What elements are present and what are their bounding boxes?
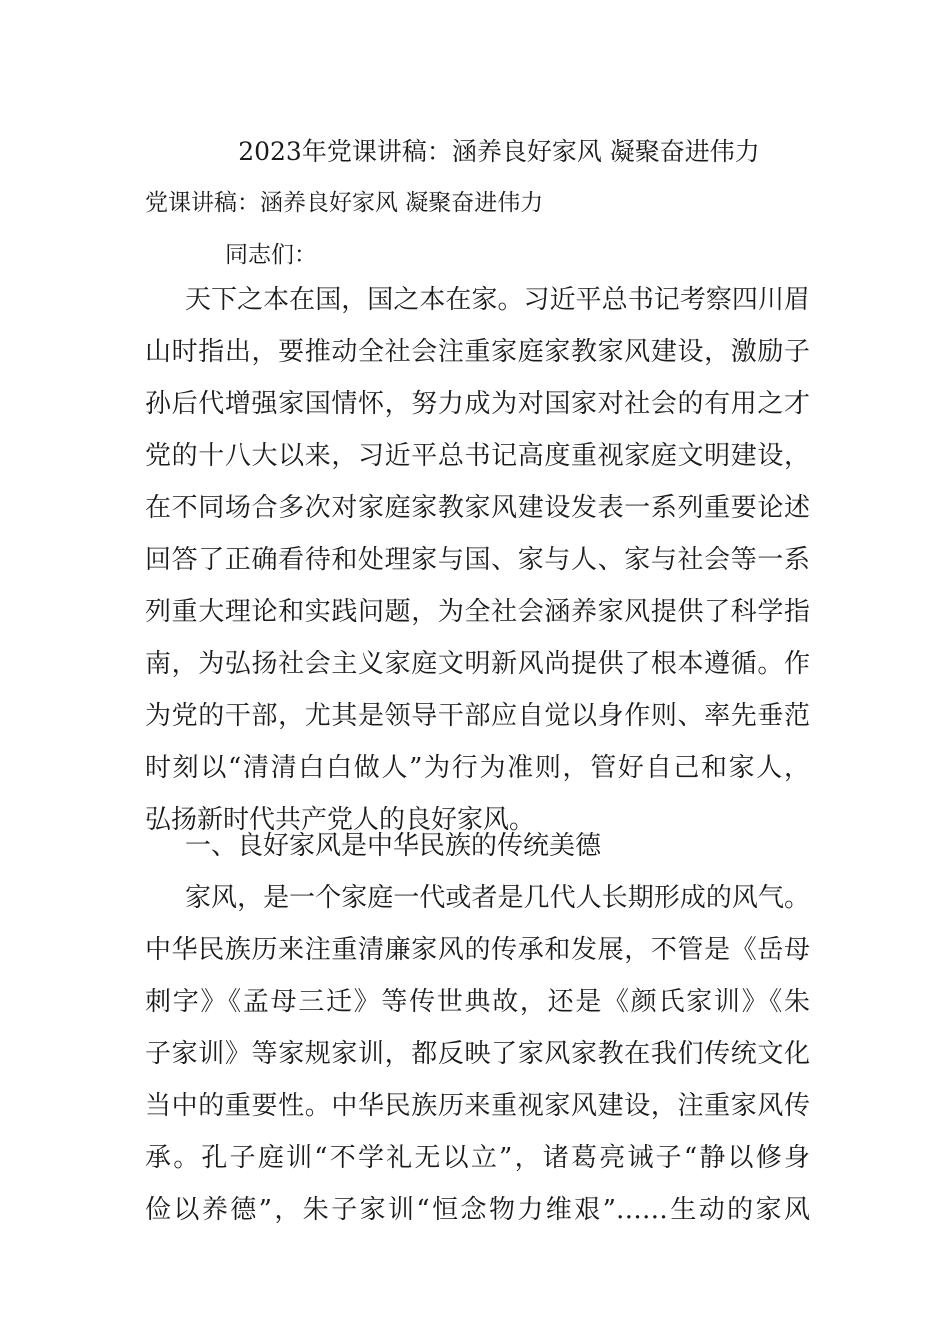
paragraph-line: 在不同场合多次对家庭家教家风建设发表一系列重要论述 — [145, 493, 810, 523]
paragraph-line: 子家训》等家规家训，都反映了家风家教在我们传统文化 — [145, 1039, 810, 1069]
paragraph-line: 为党的干部，尤其是领导干部应自觉以身作则、率先垂范 — [145, 701, 810, 731]
paragraph-line: 山时指出，要推动全社会注重家庭家教家风建设，激励子 — [145, 337, 810, 367]
paragraph-line: 家风，是一个家庭一代或者是几代人长期形成的风气。 — [185, 883, 810, 913]
paragraph-line: 列重大理论和实践问题，为全社会涵养家风提供了科学指 — [145, 597, 810, 627]
document-title: 2023年党课讲稿：涵养良好家风 凝聚奋进伟力 — [238, 137, 760, 166]
paragraph-line: 当中的重要性。中华民族历来重视家风建设，注重家风传 — [145, 1091, 810, 1121]
paragraph-line: 刺字》《孟母三迁》等传世典故，还是《颜氏家训》《朱 — [145, 987, 810, 1017]
section-heading: 一、良好家风是中华民族的传统美德 — [185, 831, 602, 861]
salutation: 同志们： — [225, 242, 317, 268]
paragraph-line: 孙后代增强家国情怀，努力成为对国家对社会的有用之才 — [145, 389, 810, 419]
paragraph-line: 承。孔子庭训“不学礼无以立”，诸葛亮诫子“静以修身 — [145, 1143, 810, 1173]
paragraph-line: 俭以养德”，朱子家训“恒念物力维艰”……生动的家风 — [145, 1195, 810, 1225]
paragraph-line: 天下之本在国，国之本在家。习近平总书记考察四川眉 — [185, 285, 810, 315]
paragraph-line: 南，为弘扬社会主义家庭文明新风尚提供了根本遵循。作 — [145, 649, 810, 679]
paragraph-line: 回答了正确看待和处理家与国、家与人、家与社会等一系 — [145, 545, 810, 575]
paragraph-line: 弘扬新时代共产党人的良好家风。 — [145, 805, 536, 835]
paragraph-line: 时刻以“清清白白做人”为行为准则，管好自己和家人， — [145, 753, 810, 783]
document-subtitle: 党课讲稿：涵养良好家风 凝聚奋进伟力 — [145, 190, 544, 216]
paragraph-line: 党的十八大以来，习近平总书记高度重视家庭文明建设， — [145, 441, 810, 471]
paragraph-line: 中华民族历来注重清廉家风的传承和发展，不管是《岳母 — [145, 935, 810, 965]
